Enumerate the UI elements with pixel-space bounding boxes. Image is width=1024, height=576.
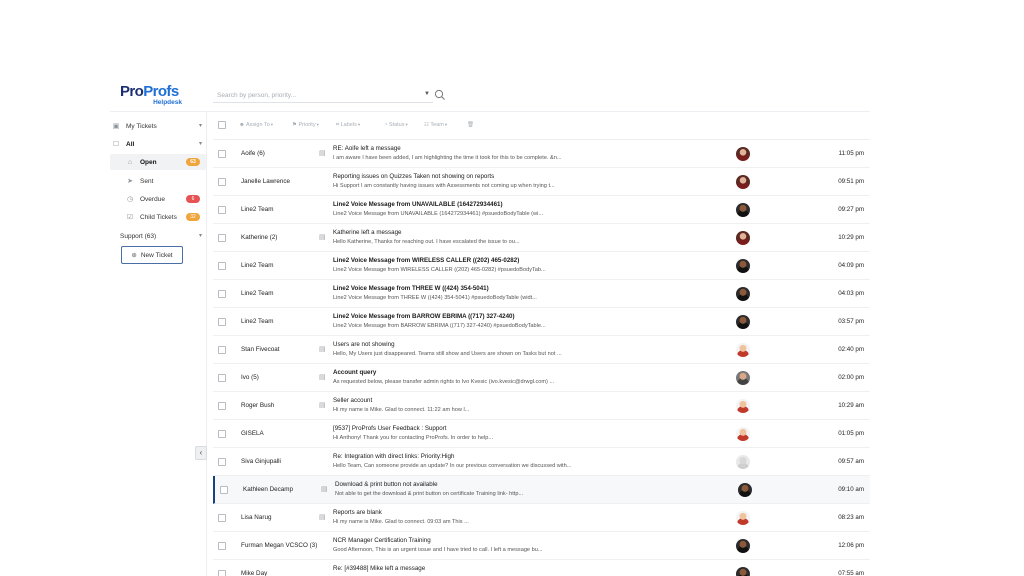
ticket-row[interactable]	[213, 168, 870, 196]
ticket-time: 10:29 pm	[838, 234, 864, 241]
ticket-row[interactable]	[213, 224, 870, 252]
labels-label: Labels	[340, 122, 357, 128]
ticket-checkbox[interactable]	[218, 178, 226, 186]
ticket-subject[interactable]: Reporting issues on Quizzes Taken not showing on reports	[333, 173, 495, 180]
ticket-sender: Line2 Team	[241, 206, 274, 213]
sidebar-my-tickets[interactable]	[110, 118, 206, 134]
new-ticket-button[interactable]	[121, 246, 183, 264]
team-dropdown[interactable]	[424, 122, 447, 128]
sidebar-item-label: Child Tickets	[140, 213, 177, 221]
ticket-time: 07:55 am	[838, 570, 864, 576]
avatar[interactable]	[736, 147, 750, 161]
ticket-time: 04:03 pm	[838, 290, 864, 297]
sidebar-item-open[interactable]	[110, 154, 206, 170]
sidebar-item-label: Open	[140, 158, 157, 166]
ticket-toolbar	[213, 118, 870, 134]
search-bar	[213, 87, 433, 103]
ticket-row[interactable]	[213, 504, 870, 532]
sidebar-support[interactable]	[110, 228, 206, 244]
logo-subtitle: Helpdesk	[153, 99, 182, 106]
ticket-row[interactable]	[213, 140, 870, 168]
ticket-preview: Line2 Voice Message from BARROW EBRIMA ((717) 327-4240) #psuedoBodyTable...	[333, 323, 546, 329]
assign-to-label: Assign To	[246, 122, 270, 128]
calendar-icon: ▤	[319, 514, 326, 521]
ticket-preview: Not able to get the download & print button on certificate Training link- http...	[335, 491, 524, 497]
sidebar-support-label: Support (63)	[120, 232, 157, 240]
checkbox-icon: ☑	[126, 214, 134, 221]
new-ticket-label: New Ticket	[140, 251, 173, 259]
calendar-icon: ▤	[321, 486, 328, 493]
ticket-time: 01:05 pm	[838, 430, 864, 437]
header-divider	[110, 111, 870, 112]
assign-to-dropdown[interactable]	[239, 122, 273, 128]
collapse-sidebar-button[interactable]: ‹	[195, 446, 207, 460]
ticket-sender: Line2 Team	[241, 290, 274, 297]
ticket-subject[interactable]: Katherine left a message	[333, 229, 402, 236]
ticket-preview: As requested below, please transfer admin rights to Ivo Kvesic (ivo.kvesic@drwgl.com) ...	[333, 379, 555, 385]
avatar[interactable]	[736, 371, 750, 385]
ticket-preview: Good Afternoon, This is an urgent issue and I have tried to call. I left a message bu...	[333, 547, 543, 553]
ticket-time: 10:29 am	[838, 402, 864, 409]
ticket-checkbox[interactable]	[218, 234, 226, 242]
select-all-checkbox[interactable]	[218, 121, 226, 129]
ticket-time: 02:00 pm	[838, 374, 864, 381]
avatar[interactable]	[736, 315, 750, 329]
ticket-sender: Mike Day	[241, 570, 268, 576]
plus-circle-icon: ⊕	[131, 252, 137, 259]
team-label: Team	[430, 122, 444, 128]
ticket-sender: Lisa Narug	[241, 514, 272, 521]
avatar[interactable]	[736, 539, 750, 553]
sidebar-item-label: Overdue	[140, 195, 165, 203]
sidebar-my-tickets-label: My Tickets	[126, 122, 157, 130]
send-icon: ➤	[127, 178, 133, 185]
ticket-subject[interactable]: Download & print button not available	[335, 481, 438, 488]
overdue-count-badge: 6	[186, 195, 200, 203]
sidebar-item-sent[interactable]	[110, 173, 206, 189]
ticket-sender: Katherine (2)	[241, 234, 278, 241]
ticket-time: 11:05 pm	[838, 150, 864, 157]
ticket-time: 12:06 pm	[838, 542, 864, 549]
status-icon: ◔	[384, 122, 389, 128]
inbox-icon: ▣	[112, 123, 120, 130]
ticket-row[interactable]	[213, 252, 870, 280]
ticket-subject[interactable]: RE: Aoife left a message	[333, 145, 401, 152]
clock-icon: ◷	[126, 196, 134, 203]
ticket-time: 09:57 am	[838, 458, 864, 465]
ticket-checkbox[interactable]	[218, 570, 226, 576]
ticket-preview: Hello Katherine, Thanks for reaching out. I have escalated the issue to ou...	[333, 239, 520, 245]
square-icon: ☐	[112, 141, 120, 148]
status-label: Status	[388, 122, 405, 128]
ticket-row[interactable]	[213, 420, 870, 448]
calendar-icon: ▤	[319, 402, 326, 409]
calendar-icon: ▤	[319, 234, 326, 241]
labels-dropdown[interactable]	[336, 122, 360, 129]
avatar[interactable]	[736, 399, 750, 413]
ticket-subject[interactable]: Reports are blank	[333, 509, 382, 516]
calendar-icon: ▤	[319, 374, 326, 381]
sidebar-divider	[206, 112, 207, 576]
ticket-row[interactable]	[213, 364, 870, 392]
child-tickets-count-badge: 32	[186, 213, 200, 221]
avatar[interactable]	[736, 567, 750, 576]
flag-icon: ⚑	[292, 122, 299, 128]
avatar[interactable]	[736, 203, 750, 217]
ticket-checkbox[interactable]	[218, 458, 226, 466]
ticket-checkbox[interactable]	[218, 150, 226, 158]
home-icon: ⌂	[127, 158, 133, 166]
sidebar-item-overdue[interactable]	[110, 191, 206, 207]
ticket-row[interactable]	[213, 560, 870, 576]
chevron-down-icon: ▾	[444, 122, 448, 127]
ticket-subject[interactable]: Re: Integration with direct links: Priority:High	[333, 453, 455, 460]
ticket-preview: Hi Support I am constantly having issues with Assessments not coming up when trying t...	[333, 183, 555, 189]
ticket-row[interactable]	[213, 280, 870, 308]
ticket-preview: Hi my name is Mike. Glad to connect. 11:22 am how l...	[333, 407, 470, 413]
ticket-sender: Furman Megan VCSCO (3)	[241, 542, 318, 549]
avatar[interactable]	[736, 455, 750, 469]
delete-icon[interactable]: 🗑︎	[467, 122, 474, 128]
ticket-subject[interactable]: Line2 Voice Message from WIRELESS CALLER ((202) 465-0282)	[333, 257, 520, 264]
proprofs-logo[interactable]	[120, 84, 190, 108]
ticket-checkbox[interactable]	[218, 430, 226, 438]
ticket-sender: Stan Fivecoat	[241, 346, 280, 353]
ticket-sender: Line2 Team	[241, 262, 274, 269]
open-count-badge: 63	[186, 158, 200, 166]
ticket-checkbox[interactable]	[218, 402, 226, 410]
sidebar-item-label: Sent	[140, 177, 154, 185]
ticket-subject[interactable]: [9537] ProProfs User Feedback : Support	[333, 425, 447, 432]
ticket-subject[interactable]: Line2 Voice Message from BARROW EBRIMA ((717) 327-4240)	[333, 313, 515, 320]
ticket-subject[interactable]: NCR Manager Certification Training	[333, 537, 431, 544]
sidebar-item-child-tickets[interactable]	[110, 209, 206, 225]
ticket-subject[interactable]: Re: [#39488] Mike left a message	[333, 565, 426, 572]
team-icon: ☷	[424, 122, 431, 128]
priority-dropdown[interactable]	[292, 122, 319, 128]
ticket-preview: Line2 Voice Message from WIRELESS CALLER ((202) 465-0282) #psuedoBodyTab...	[333, 267, 546, 273]
ticket-row[interactable]	[213, 532, 870, 560]
ticket-time: 03:57 pm	[838, 318, 864, 325]
ticket-subject[interactable]: Line2 Voice Message from THREE W ((424) 354-5041)	[333, 285, 489, 292]
ticket-checkbox[interactable]	[220, 486, 228, 494]
priority-label: Priority	[298, 122, 316, 128]
avatar[interactable]	[736, 259, 750, 273]
ticket-row[interactable]	[213, 336, 870, 364]
chevron-down-icon: ▾	[357, 122, 361, 127]
ticket-row[interactable]	[213, 392, 870, 420]
calendar-icon: ▤	[319, 346, 326, 353]
search-filter-dropdown[interactable]: ▼	[424, 91, 430, 97]
chevron-down-icon: ▾	[270, 122, 274, 127]
ticket-row[interactable]	[213, 308, 870, 336]
status-dropdown[interactable]	[384, 122, 408, 128]
ticket-checkbox[interactable]	[218, 514, 226, 522]
search-icon[interactable]	[434, 89, 446, 101]
ticket-time: 04:09 pm	[838, 262, 864, 269]
ticket-sender: Siva Ginjupalli	[241, 458, 281, 465]
ticket-sender: GISELA	[241, 430, 264, 437]
sidebar-all-label: All	[126, 140, 135, 148]
ticket-time: 09:10 am	[838, 486, 864, 493]
ticket-preview: Hello, My Users just disappeared. Teams still show and Users are shown on Tasks but not ...	[333, 351, 562, 357]
ticket-preview: I am aware I have been added, I am highlighting the time it took for this to be complete. &n...	[333, 155, 562, 161]
ticket-sender: Ivo (5)	[241, 374, 259, 381]
ticket-row[interactable]	[213, 476, 870, 504]
ticket-subject[interactable]: Line2 Voice Message from UNAVAILABLE (164272934461)	[333, 201, 503, 208]
ticket-sender: Kathleen Decamp	[243, 486, 294, 493]
avatar[interactable]	[736, 343, 750, 357]
tag-icon: ⌗	[336, 122, 341, 128]
avatar[interactable]	[736, 175, 750, 189]
ticket-subject[interactable]: Seller account	[333, 397, 373, 404]
ticket-checkbox[interactable]	[218, 374, 226, 382]
chevron-down-icon: ▾	[316, 122, 319, 127]
avatar[interactable]	[738, 483, 752, 497]
ticket-sender: Aoife (6)	[241, 150, 265, 157]
ticket-checkbox[interactable]	[218, 542, 226, 550]
calendar-icon: ▤	[319, 150, 326, 157]
sidebar-all[interactable]	[110, 136, 206, 152]
ticket-preview: Hi Anthony! Thank you for contacting ProProfs. In order to help...	[333, 435, 494, 441]
chevron-down-icon: ▾	[405, 122, 408, 127]
ticket-checkbox[interactable]	[218, 262, 226, 270]
ticket-subject[interactable]: Users are not showing	[333, 341, 395, 348]
user-icon: ☻	[239, 122, 247, 128]
search-input[interactable]	[217, 89, 413, 101]
ticket-preview: Hello Team, Can someone provide an update? In our previous conversation we discussed with...	[333, 463, 572, 469]
avatar[interactable]	[736, 511, 750, 525]
ticket-preview: Line2 Voice Message from UNAVAILABLE (164272934461) #psuedoBodyTable (wi...	[333, 211, 543, 217]
ticket-checkbox[interactable]	[218, 318, 226, 326]
chevron-down-icon: ▾	[198, 123, 202, 129]
ticket-row[interactable]	[213, 196, 870, 224]
ticket-preview: Line2 Voice Message from THREE W ((424) 354-5041) #psuedoBodyTable (widt...	[333, 295, 537, 301]
ticket-preview: Hi my name is Mike. Glad to connect. 09:03 am This ...	[333, 519, 469, 525]
ticket-subject[interactable]: Account query	[333, 369, 377, 376]
ticket-checkbox[interactable]	[218, 206, 226, 214]
ticket-sender: Line2 Team	[241, 318, 274, 325]
ticket-time: 09:27 pm	[838, 206, 864, 213]
ticket-checkbox[interactable]	[218, 346, 226, 354]
ticket-time: 02:40 pm	[838, 346, 864, 353]
chevron-down-icon: ▾	[198, 233, 202, 239]
logo-wordmark: ProProfs	[120, 83, 179, 100]
avatar[interactable]	[736, 231, 750, 245]
ticket-row[interactable]	[213, 448, 870, 476]
ticket-checkbox[interactable]	[218, 290, 226, 298]
avatar[interactable]	[736, 427, 750, 441]
ticket-sender: Janelle Lawrence	[241, 178, 291, 185]
avatar[interactable]	[736, 287, 750, 301]
chevron-down-icon: ▾	[198, 141, 202, 147]
ticket-time: 09:51 pm	[838, 178, 864, 185]
ticket-time: 08:23 am	[838, 514, 864, 521]
ticket-sender: Roger Bush	[241, 402, 275, 409]
